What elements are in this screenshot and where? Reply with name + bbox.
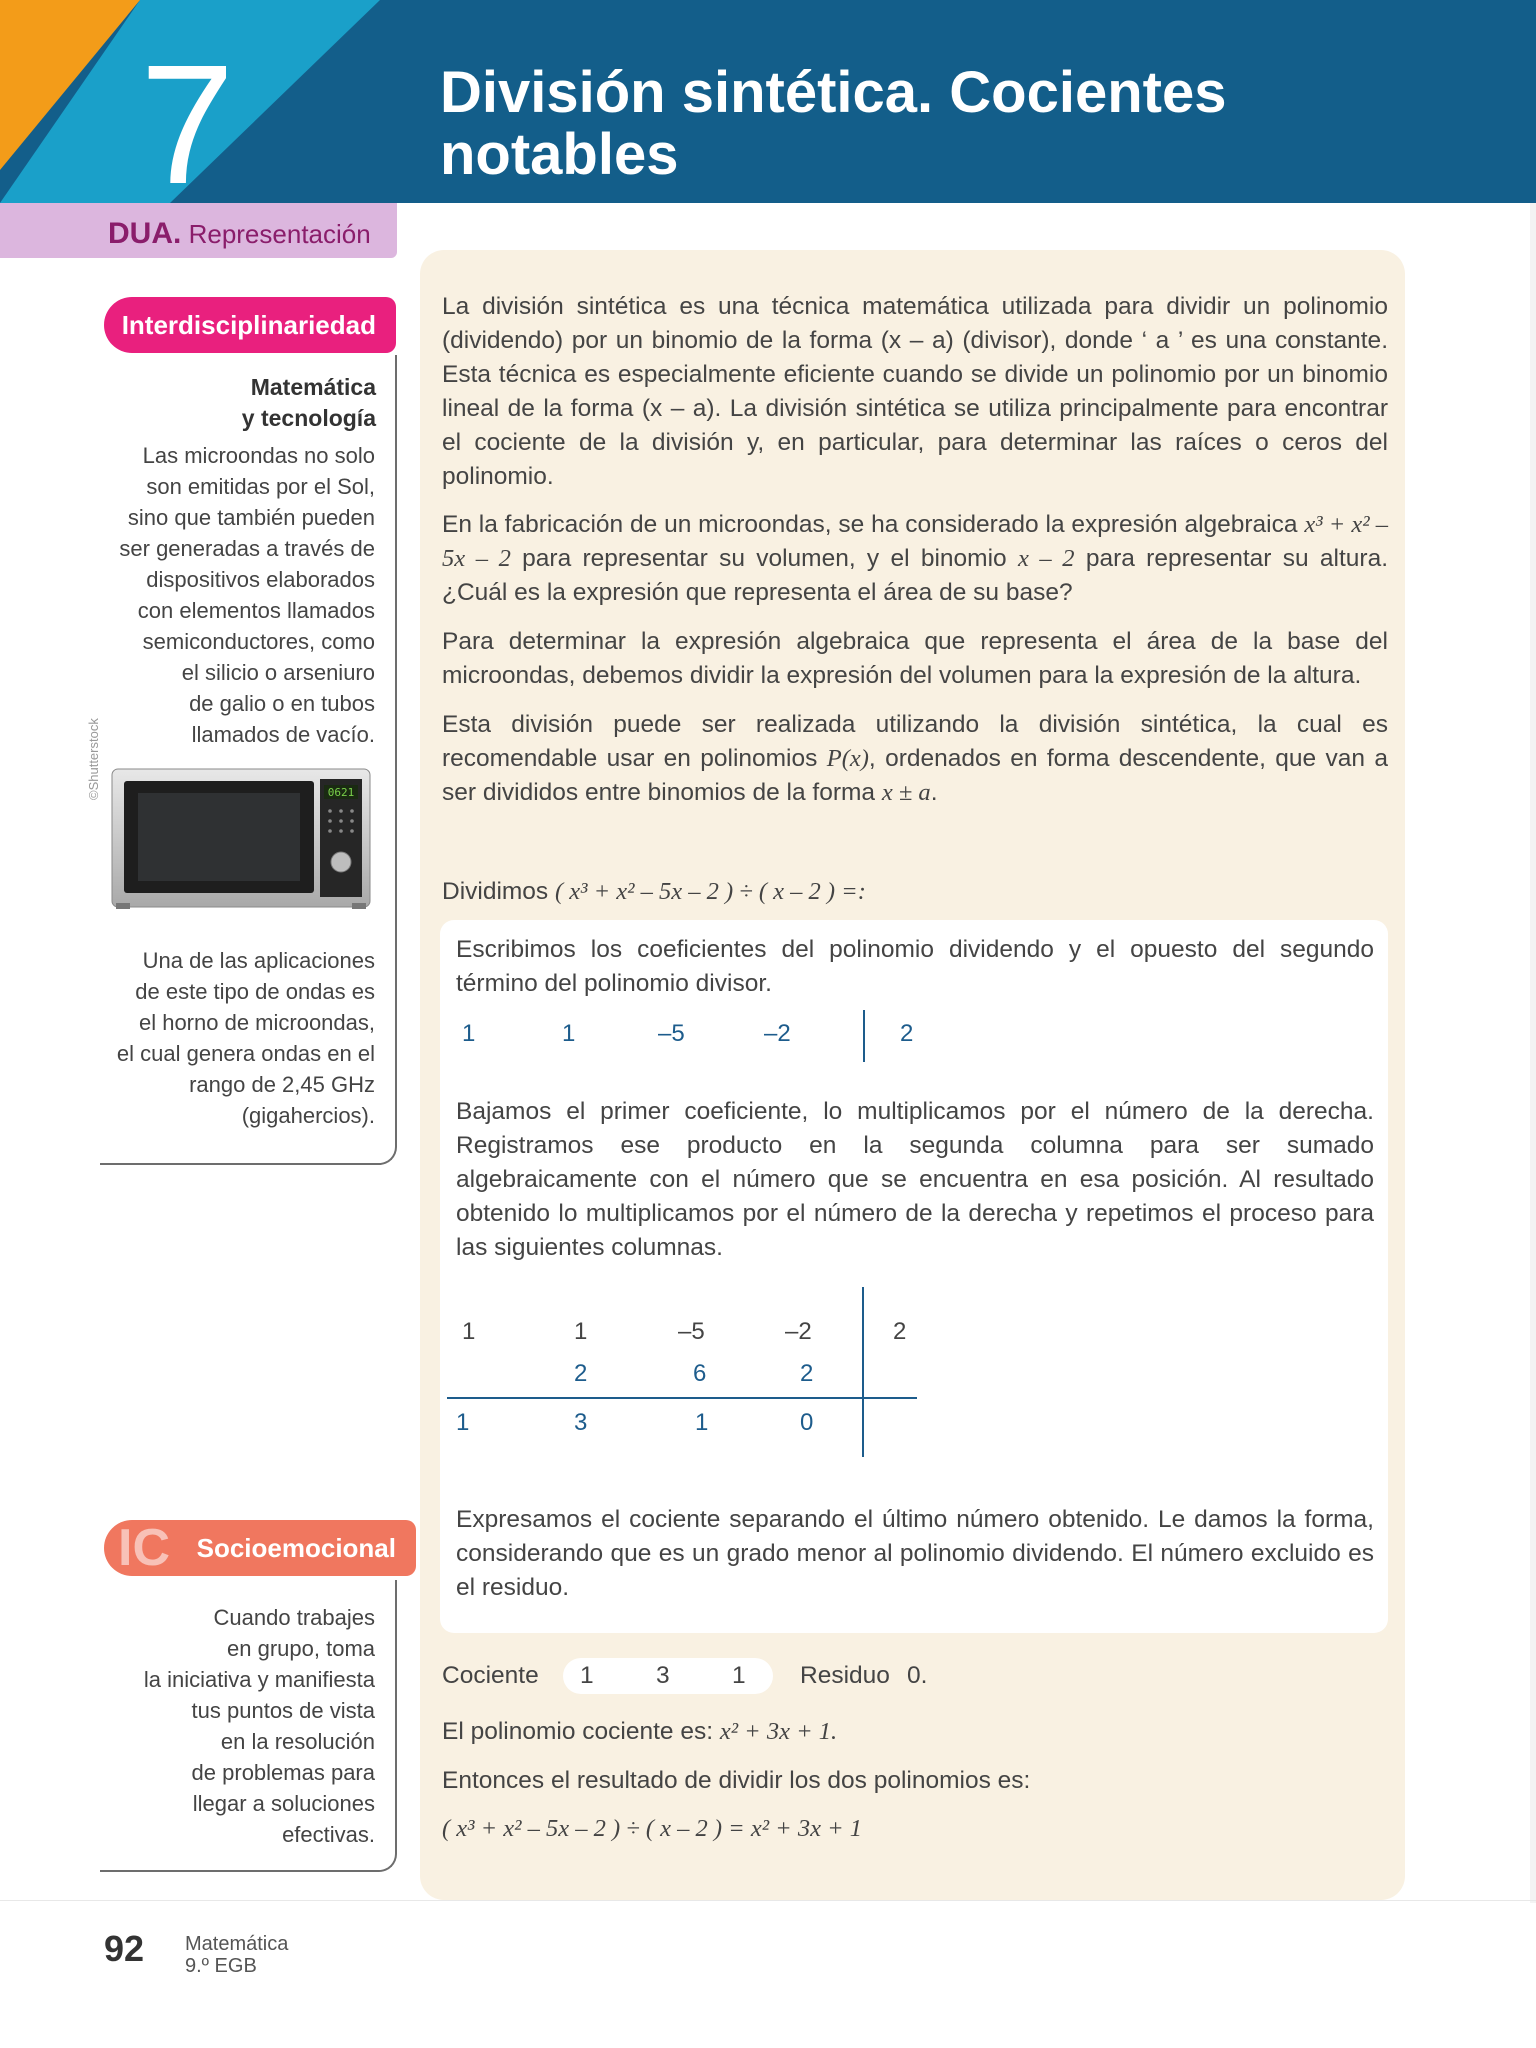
sidebar-line: de este tipo de ondas es (135, 979, 375, 1004)
result-formula: ( x³ + x² – 5x – 2 ) ÷ ( x – 2 ) = x² + 3x + 1 (442, 1815, 862, 1842)
coef-3: –5 (658, 1020, 685, 1047)
syn-top-3: –5 (678, 1318, 705, 1345)
step3-text: Expresamos el cociente separando el último número obtenido. Le damos la forma, considerando que es un grado menor al polinomio dividendo. El número excluido es el residuo. (456, 1506, 1374, 1601)
footer-subject-name: Matemática (185, 1933, 289, 1955)
chapter-title-line2: notables (440, 122, 679, 187)
syn-res-3: 1 (695, 1409, 709, 1436)
syn-prod-1: 2 (574, 1360, 588, 1387)
sidebar-line: llegar a soluciones (192, 1791, 375, 1816)
sidebar-line: llamados de vacío. (191, 722, 375, 747)
syn-res-4: 0 (800, 1409, 814, 1436)
paragraph-3: Para determinar la expresión algebraica que representa el área de la base del microondas, debemos dividir la expresión del volumen para la expresión de la altura. (442, 628, 1388, 689)
sidebar-heading-line2: y tecnología (241, 405, 376, 431)
cociente-label: Cociente (442, 1662, 539, 1689)
paragraph-4 (442, 708, 1388, 810)
sidebar-text-3 (144, 1602, 375, 1850)
sidebar-line: son emitidas por el Sol, (146, 474, 375, 499)
problem-text-a: En la fabricación de un microondas, se ha considerado la expresión algebraica (442, 511, 1298, 538)
sidebar-text-2 (117, 945, 375, 1131)
residuo-value: 0. (907, 1662, 928, 1689)
divide-expression: ( x³ + x² – 5x – 2 ) ÷ ( x – 2 ) =: (555, 878, 866, 905)
cociente-val-2: 3 (656, 1662, 670, 1689)
sidebar-heading (242, 372, 376, 434)
problem-text-b: para representar su volumen, y el binomio (522, 545, 1007, 572)
sidebar-line: el horno de microondas, (138, 1010, 375, 1035)
sidebar-line: ser generadas a través de (119, 536, 375, 561)
synthetic-horizontal-line (447, 1397, 917, 1399)
coef-1: 1 (462, 1020, 476, 1047)
sidebar-line: Una de las aplicaciones (142, 948, 375, 973)
socioemotional-tag (104, 1520, 416, 1576)
problem-paragraph (442, 508, 1388, 610)
quotient-expression: x² + 3x + 1. (719, 1718, 838, 1745)
sidebar-line: el cual genera ondas en el (116, 1041, 375, 1066)
step1-text: Escribimos los coeficientes del polinomio dividendo y el opuesto del segundo término del polinomio divisor. (456, 936, 1374, 997)
sidebar-text-1 (119, 440, 375, 750)
result-expression (442, 1812, 1388, 1846)
intro-paragraph: La división sintética es una técnica matemática utilizada para dividir un polinomio (dividendo) por un binomio de la forma (x – a) (divisor), donde ‘ a ’ es una constante. Esta técnica es especialmente eficiente cuando se divide un polinomio por un binomio lineal de la forma (x – a). La división sintética se utiliza principalmente para encontrar el cociente de la división y, en particular, para determinar las raíces o ceros del polinomio. (442, 293, 1388, 490)
sidebar-line: con elementos llamados (137, 598, 375, 623)
microwave-display: 0621 (327, 786, 355, 799)
divide-label: Dividimos (442, 878, 549, 905)
chapter-header (0, 0, 1536, 203)
syn-top-2: 1 (574, 1318, 588, 1345)
sidebar-line: en grupo, toma (227, 1636, 375, 1661)
sidebar-line: de galio o en tubos (189, 691, 375, 716)
sidebar-line: semiconductores, como (142, 629, 375, 654)
coef-4: –2 (764, 1020, 791, 1047)
sidebar-line: el silicio o arseniuro (181, 660, 375, 685)
sidebar-line: (gigahercios). (241, 1103, 375, 1128)
syn-top-1: 1 (462, 1318, 476, 1345)
coef-2: 1 (562, 1020, 576, 1047)
step2-text: Bajamos el primer coeficiente, lo multiplicamos por el número de la derecha. Registramos ese producto en la segunda columna para ser sumado algebraicamente con el número que se encuentra en esa posición. Al resultado obtenido lo multiplicamos por el número de la derecha y repetimos el proceso para las siguientes columnas. (456, 1098, 1374, 1261)
height-expression: x – 2 (1017, 545, 1075, 572)
syn-prod-3: 2 (800, 1360, 814, 1387)
dua-label (0, 203, 397, 258)
footer-subject (185, 1933, 288, 1977)
syn-res-1: 1 (456, 1409, 470, 1436)
microwave-image (110, 767, 372, 912)
volume-expression: x³ + x² – 5x – 2 (442, 511, 1388, 572)
problem-text-c: para representar su altura. ¿Cuál es la expresión que representa el área de su base? (442, 545, 1389, 606)
dua-bold: DUA. (108, 217, 182, 250)
image-credit: ©Shutterstock (86, 718, 101, 800)
page-edge (1530, 203, 1536, 1903)
sidebar-line: sino que también pueden (127, 505, 375, 530)
chapter-number: 7 (140, 30, 235, 203)
interdisciplinary-tag: Interdisciplinariedad (104, 297, 396, 353)
sidebar-line: dispositivos elaborados (146, 567, 375, 592)
page-number: 92 (104, 1928, 145, 1969)
sidebar-line: en la resolución (220, 1729, 375, 1754)
syn-divisor: 2 (893, 1318, 907, 1345)
divisor-value: 2 (900, 1020, 914, 1047)
cociente-val-3: 1 (732, 1662, 746, 1689)
chapter-title-line1: División sintética. Cocientes (440, 60, 1227, 125)
sidebar-heading-line1: Matemática (250, 374, 376, 400)
sidebar-line: tus puntos de vista (191, 1698, 375, 1723)
divide-line (442, 875, 1388, 909)
quotient-text: El polinomio cociente es: (442, 1718, 714, 1745)
para4-end: . (930, 779, 938, 806)
quotient-line (442, 1715, 1388, 1749)
divider-bar (863, 1010, 865, 1062)
dua-text: Representación (188, 219, 371, 249)
footer-divider (0, 1900, 1536, 1901)
footer-grade: 9.º EGB (185, 1955, 257, 1977)
sidebar-line: de problemas para (191, 1760, 375, 1785)
sidebar-line: rango de 2,45 GHz (189, 1072, 375, 1097)
binomial-form: x ± a (881, 779, 931, 806)
sidebar-line: la iniciativa y manifiesta (143, 1667, 375, 1692)
chapter-title (440, 62, 1440, 186)
socioemotional-label: Socioemocional (196, 1533, 396, 1563)
residuo-label: Residuo (800, 1662, 890, 1689)
sidebar-line: efectivas. (282, 1822, 375, 1847)
socioemotional-icon: IC (118, 1519, 170, 1577)
sidebar-line: Cuando trabajes (213, 1605, 375, 1630)
px-expression: P(x) (826, 745, 869, 772)
syn-prod-2: 6 (693, 1360, 707, 1387)
syn-top-4: –2 (785, 1318, 812, 1345)
cociente-val-1: 1 (580, 1662, 594, 1689)
para4-text-b: , ordenados en forma descendente, que van a ser divididos entre binomios de la forma (442, 745, 1388, 806)
result-text: Entonces el resultado de dividir los dos polinomios es: (442, 1767, 1031, 1794)
syn-res-2: 3 (574, 1409, 588, 1436)
sidebar-line: Las microondas no solo (142, 443, 375, 468)
synthetic-vertical-line (862, 1287, 864, 1457)
para4-text-a: Esta división puede ser realizada utilizando la división sintética, la cual es recomendable usar en polinomios (442, 711, 1388, 772)
